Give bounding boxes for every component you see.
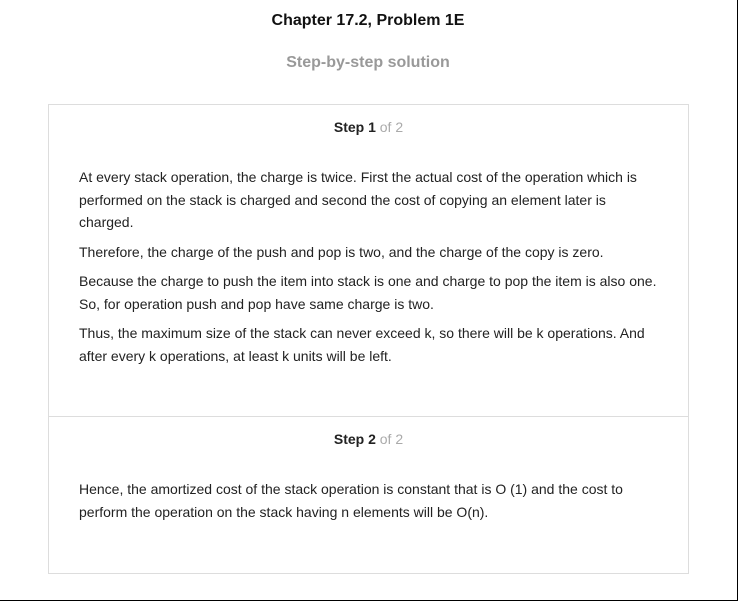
step-2-paragraph: Hence, the amortized cost of the stack operation is constant that is O (1) and the cost to perform the operation on the stack having n elements will be O(n). <box>79 481 623 520</box>
solution-subtitle: Step-by-step solution <box>286 54 450 71</box>
step-2-count: of 2 <box>379 431 404 447</box>
step-2-label: Step 2 <box>333 431 376 447</box>
step-1-paragraph: At every stack operation, the charge is twice. First the actual cost of the operation which is performed on the stack is charged and second the cost of copying an element later is charged. <box>79 169 637 230</box>
page-title: Chapter 17.2, Problem 1E <box>271 12 465 29</box>
step-1-body <box>79 166 659 374</box>
step-1-count: of 2 <box>379 119 404 135</box>
step-2-body <box>79 478 659 530</box>
step-2-header <box>49 431 688 447</box>
step-1-section <box>49 105 688 417</box>
step-1-header <box>49 119 688 135</box>
step-1-paragraph: Thus, the maximum size of the stack can never exceed k, so there will be k operations. And after every k operations, at least k units will be left. <box>79 325 645 364</box>
solution-container <box>48 104 689 574</box>
step-2-section <box>49 417 688 573</box>
step-1-label: Step 1 <box>333 119 376 135</box>
step-1-paragraph: Because the charge to push the item into stack is one and charge to pop the item is also one. So, for operation push and pop have same charge is two. <box>79 273 657 312</box>
step-1-paragraph: Therefore, the charge of the push and pop is two, and the charge of the copy is zero. <box>79 243 604 260</box>
